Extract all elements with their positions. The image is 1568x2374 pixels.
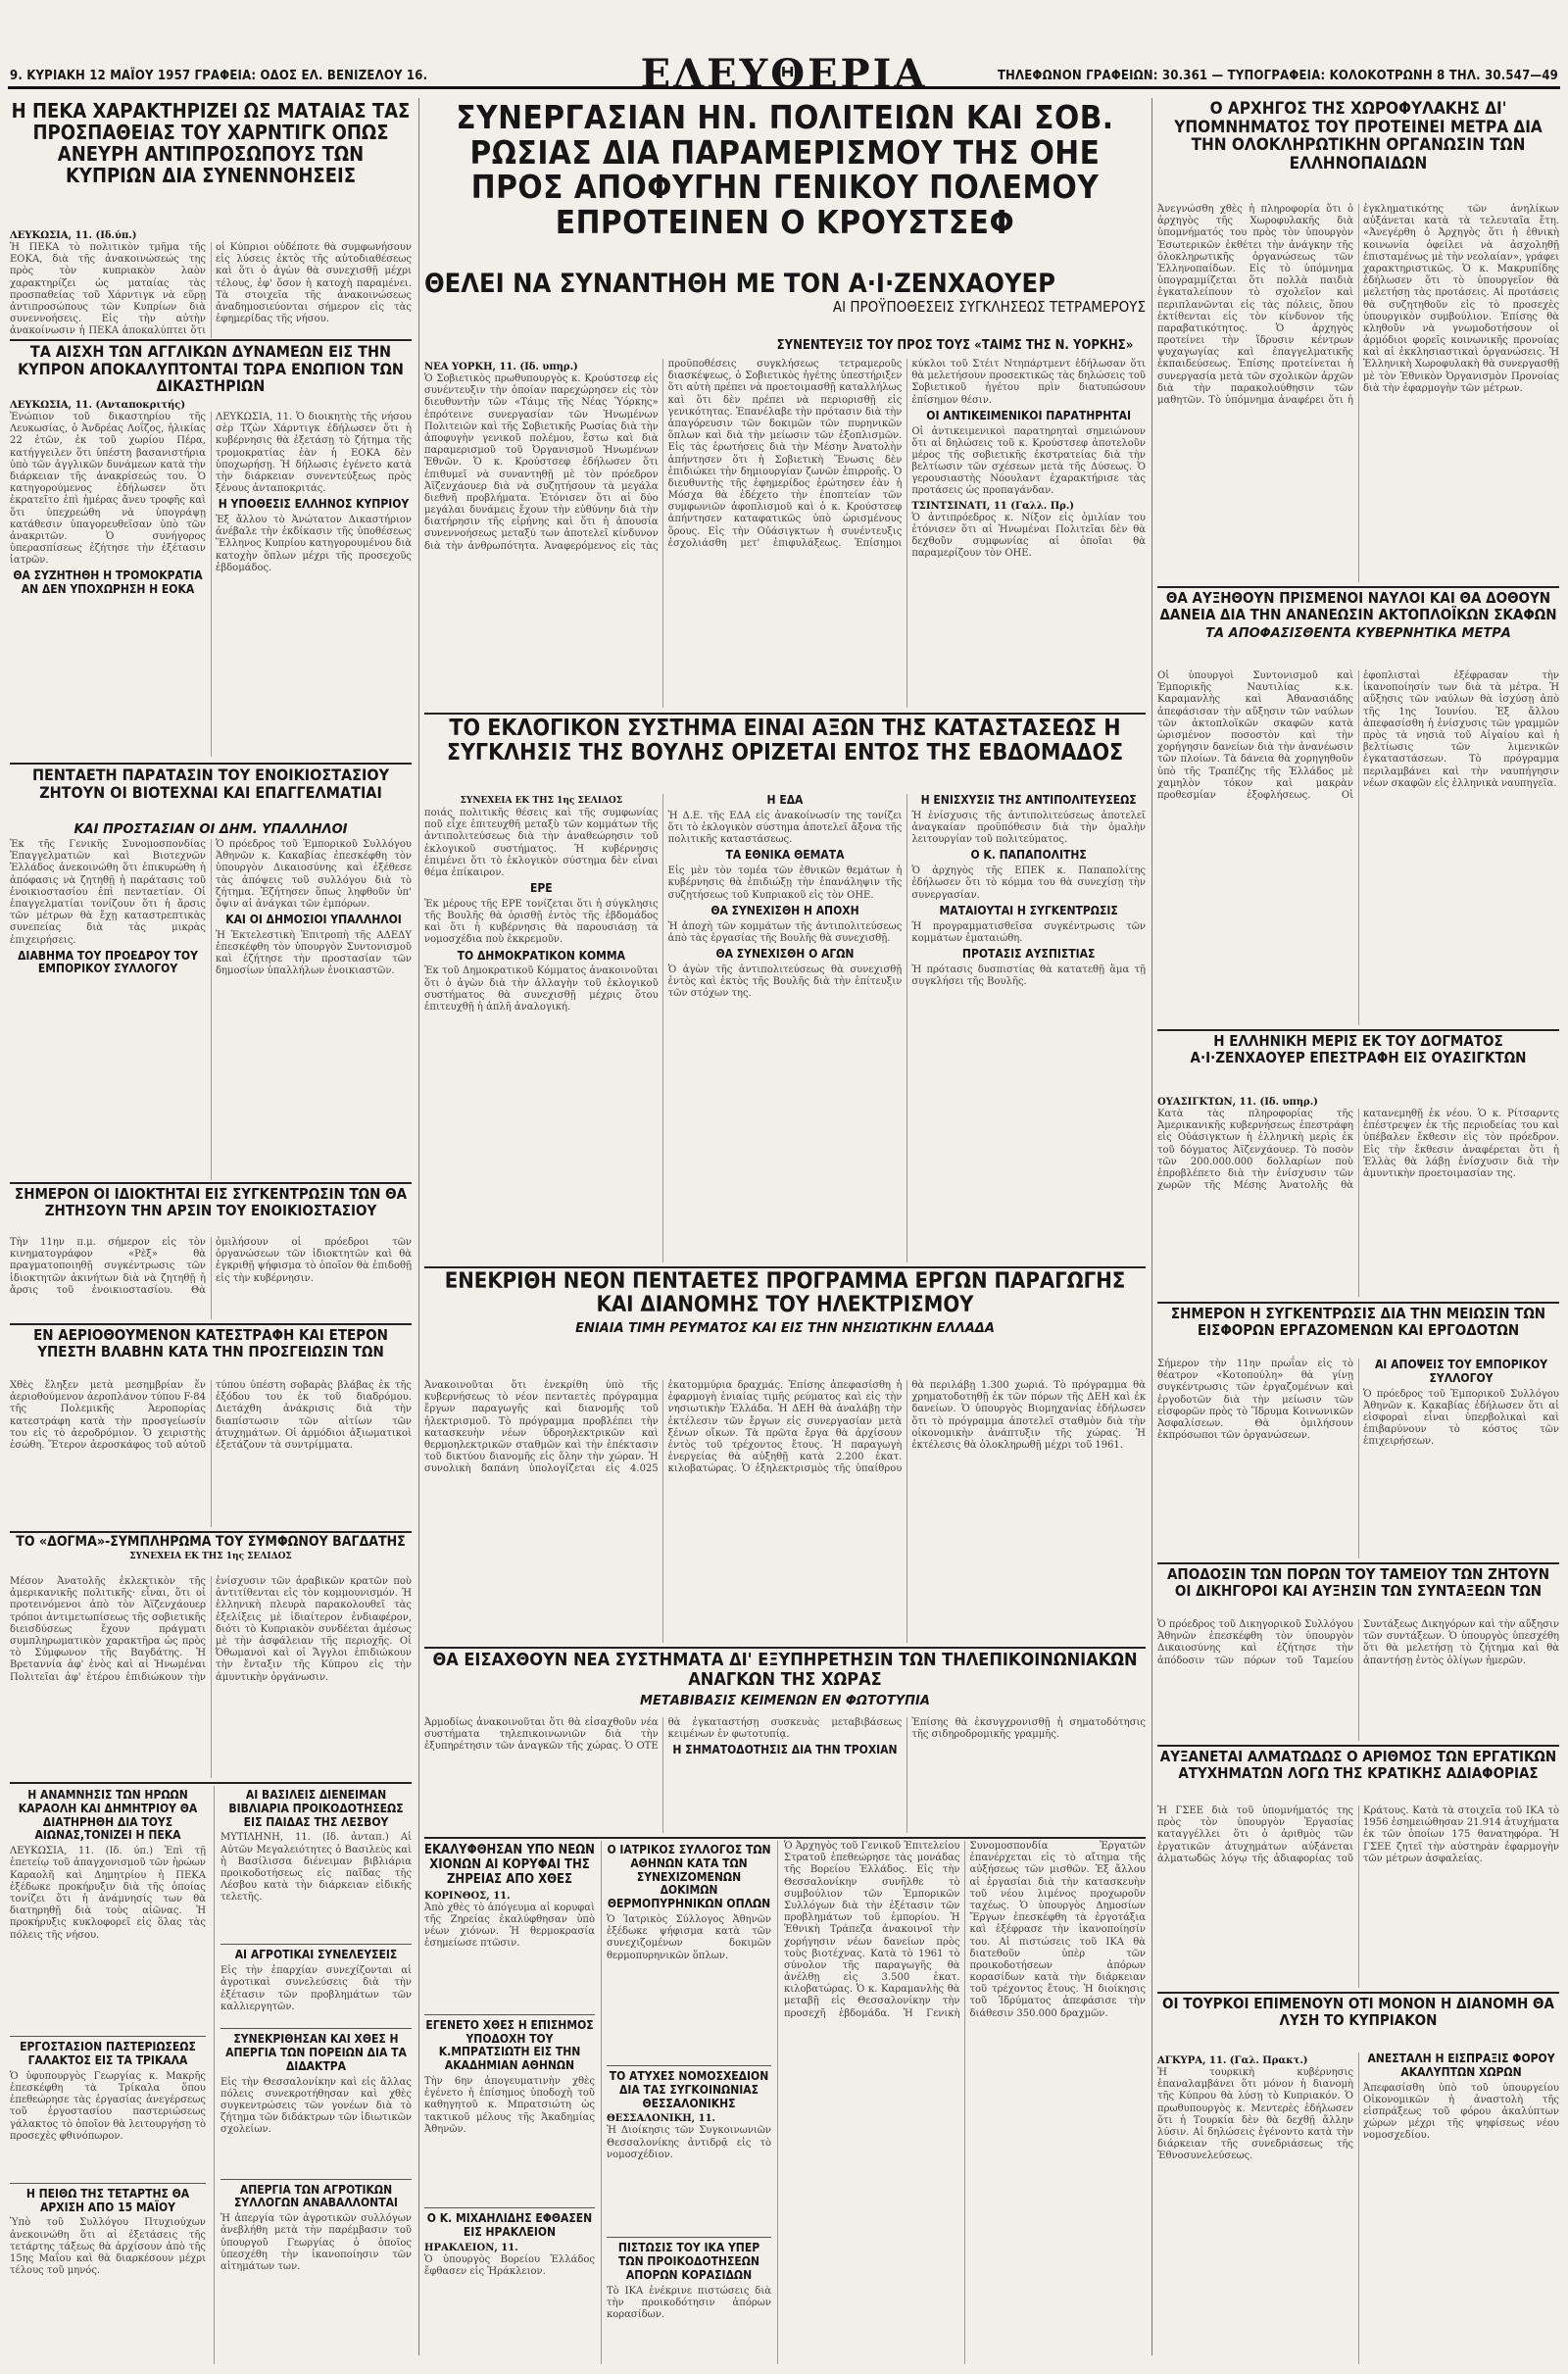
subhead: ΜΑΤΑΙΟΥΤΑΙ Η ΣΥΓΚΕΝΤΡΩΣΙΣ [939,903,1118,917]
lead-body: ΝΕΑ ΥΟΡΚΗ, 11. (Ιδ. υπηρ.) Ὁ Σοβιετικὸς πρωθυπουργὸς κ. Κρούστσεφ εἰς συνέντευξιν τὴν ὁποίαν παρεχώρησεν εἰς τὸν διευθυντὴν τῶν «Τάιμς τῆς Νέας Ὑόρκης» ἐπρότεινε συνεργασίαν τῶν Ἡνωμένων Πολιτειῶν καὶ τῆς Σοβιετικῆς Ρωσίας διὰ τὴν ἀποφυγὴν γενικοῦ πολέμου, ἔστω καὶ διὰ παραμερισμοῦ τοῦ Ὀργανισμοῦ Ἡνωμένων Ἐθνῶν. Ὁ κ. Κρούστσεφ ἐδήλωσεν ὅτι ἐπιθυμεῖ νὰ συναντηθῇ μὲ τὸν πρόεδρον Ἀϊζενχάουερ διὰ νὰ συζητήσουν τὰ μεγάλα διεθνῆ προβλήματα. Ἐτόνισεν ὅτι αἱ δύο μεγάλαι δυνάμεις ἔχουν τὴν εὐθύνην διὰ τὴν διατήρησιν τῆς εἰρήνης καὶ ὅτι ἡ ἀπουσία συνεννοήσεως μεταξύ των ἀποτελεῖ κίνδυνον διὰ τὴν ἀνθρωπότητα. Ἀναφερόμενος εἰς τὰς προϋποθέσεις συγκλήσεως τετραμεροῦς διασκέψεως, ὁ Σοβιετικὸς ἡγέτης ὑπεστήριξεν ὅτι αὐτὴ πρέπει νὰ προετοιμασθῇ καταλλήλως καὶ ὅτι δὲν πρέπει νὰ περιορισθῇ εἰς γενικότητας. Ἐπανέλαβε τὴν πρότασιν διὰ τὴν ἀπαγόρευσιν τῶν δοκιμῶν τῶν πυρηνικῶν ὅπλων καὶ διὰ τὴν μείωσιν τῶν ἐξοπλισμῶν. Εἰς τὰς ἐρωτήσεις διὰ τὴν Μέσην Ἀνατολὴν ἀπήντησεν ὅτι ἡ Σοβιετικὴ Ἕνωσις δὲν ἐπιδιώκει τὴν δημιουργίαν ζωνῶν ἐπιρροῆς. Ὁ διευθυντὴς τῆς ἐφημερίδος ἐρώτησεν ἐὰν ἡ Μόσχα θὰ ἐδέχετο τὴν ἐποπτείαν τῶν συμφωνιῶν ἀφοπλισμοῦ καὶ ὁ κ. Κρούστσεφ ἀπήντησεν καταφατικῶς ὑπὸ ὡρισμένους ὅρους. Εἰς τὴν Οὐάσιγκτων ἡ συνέντευξις ἐσχολιάσθη μετ' ἐπιφυλάξεως. Ἐπίσημοι κύκλοι τοῦ Στέιτ Ντηπάρτμεντ ἐδήλωσαν ὅτι θὰ μελετήσουν προσεκτικῶς τὰς δηλώσεις τοῦ Σοβιετικοῦ ἡγέτου πρὶν διατυπώσουν ἐπίσημον θέσιν. ΟΙ ΑΝΤΙΚΕΙΜΕΝΙΚΟΙ ΠΑΡΑΤΗΡΗΤΑΙ Οἱ ἀντικειμενικοὶ παρατηρηταὶ σημειώνουν ὅτι αἱ δηλώσεις τοῦ κ. Κρούστσεφ ἀποτελοῦν μέρος τῆς σοβιετικῆς ἐκστρατείας διὰ τὴν βελτίωσιν τῶν σχέσεων μετὰ τῆς Δύσεως. Ὁ γερουσιαστὴς Νόουλαντ ἐχαρακτήρισε τὰς προτάσεις ὡς προπαγάνδαν. ΤΣΙΝΤΣΙΝΑΤΙ, 11 (Γαλλ. Πρ.) Ὁ ἀντιπρόεδρος κ. Νίξον εἰς ὁμιλίαν του ἐτόνισεν ὅτι αἱ Ἡνωμέναι Πολιτεῖαι δὲν θὰ δεχθοῦν συμφωνίας αἱ ὁποῖαι θὰ παραμερίζουν τὸν ΟΗΕ. [424,359,1146,560]
article-aisxi-body: ΛΕΥΚΩΣΙΑ, 11. (Ανταποκριτής) Ἐνώπιον τοῦ δικαστηρίου τῆς Λευκωσίας, ὁ Ἀνδρέας Λοΐζος, ἡλικίας 22 ἐτῶν, ἐκ τοῦ χωρίου Πέρα, κατήγγειλεν ὅτι ὑπέστη βασανιστήρια ὑπὸ τῶν ἀγγλικῶν δυνάμεων κατὰ τὴν διάρκειαν τῆς ἀνακρίσεώς του. Ὁ κατηγορούμενος ἐδήλωσεν ὅτι ἐκρατεῖτο ἐπὶ ἡμέρας ἄνευ τροφῆς καὶ ὅτι ὑπεχρεώθη νὰ ὑπογράψῃ κατάθεσιν ὑπαγορευθεῖσαν ὑπὸ τῶν ἀνακριτῶν. Ὁ συνήγορος ὑπερασπίσεως ἐζήτησε τὴν ἐξέτασιν ἰατρῶν. ΘΑ ΣΥΖΗΤΗΘΗ Η ΤΡΟΜΟΚΡΑΤΙΑ ΑΝ ΔΕΝ ΥΠΟΧΩΡΗΣΗ Η ΕΟΚΑ ΛΕΥΚΩΣΙΑ, 11. Ὁ διοικητὴς τῆς νήσου σὲρ Τζὼν Χάρντιγκ ἐδήλωσεν ὅτι ἡ κυβέρνησις θὰ ἐξετάσῃ τὸ ζήτημα τῆς τρομοκρατίας ἐὰν ἡ ΕΟΚΑ δὲν ὑποχωρήσῃ. Ἡ δήλωσις ἐγένετο κατὰ τὴν διάρκειαν συνεντεύξεως πρὸς ξένους ἀνταποκριτάς. Η ΥΠΟΘΕΣΙΣ ΕΛΛΗΝΟΣ ΚΥΠΡΙΟΥ Ἐξ ἄλλου τὸ Ἀνώτατον Δικαστήριον ἀνέβαλε τὴν ἐκδίκασιν τῆς ὑποθέσεως Ἕλληνος Κυπρίου κατηγορουμένου διὰ κατοχὴν ὅπλων μέχρι τῆς προσεχοῦς ἑβδομάδος. [10,400,412,597]
section-rule [10,1182,412,1184]
article-aeriothoumeno-body: Χθὲς ἔληξεν μετὰ μεσημβρίαν ἕν ἀεριοθούμενον ἀεροπλάνον τύπου F-84 τῆς Πολεμικῆς Ἀεροπορίας κατεστράφη κατὰ τὴν προσγείωσίν του εἰς τὸ ἀεροδρόμιον. Ὁ χειριστὴς ἐσώθη. Ἕτερον ἀεροσκάφος τοῦ αὐτοῦ τύπου ὑπέστη σοβαρὰς βλάβας ἐκ τῆς ἐξόδου του ἐκ τοῦ διαδρόμου. Διετάχθη ἀνάκρισις διὰ τὴν διαπίστωσιν τῶν αἰτίων τῶν ἀτυχημάτων. Οἱ ἀρμόδιοι ἀξιωματικοὶ ἐξετάζουν τὰ συντρίμματα. [10,1380,412,1451]
article-eisfores-body: Σήμερον τὴν 11ην πρωΐαν εἰς τὸ θέατρον «Κοτοπούλη» θὰ γίνῃ συγκέντρωσις τῶν ἐργαζομένων καὶ ἐργοδοτῶν διὰ τὴν μείωσιν τῶν εἰσφορῶν πρὸς τὸ Ἵδρυμα Κοινωνικῶν Ἀσφαλίσεων. Θὰ ὁμιλήσουν ἐκπρόσωποι τῶν ὀργανώσεων. ΑΙ ΑΠΟΨΕΙΣ ΤΟΥ ΕΜΠΟΡΙΚΟΥ ΣΥΛΛΟΓΟΥ Ὁ πρόεδρος τοῦ Ἐμπορικοῦ Συλλόγου Ἀθηνῶν κ. Κακαβίας ἐδήλωσεν ὅτι αἱ εἰσφοραὶ εἶναι ὑπερβολικαὶ καὶ ἐπιβαρύνουν τὸ κόστος τῶν ἐπιχειρήσεων. [1157,1358,1559,1448]
dateline: ΑΓΚΥΡΑ, 11. (Γαλ. Πρακτ.) [1157,2055,1308,2066]
subhead: ΤΑ ΕΘΝΙΚΑ ΘΕΜΑΤΑ [725,848,845,863]
subhead: ΑΠΕΡΓΙΑ ΤΩΝ ΑΓΡΟΤΙΚΩΝ ΣΥΛΛΟΓΩΝ ΑΝΑΒΑΛΛΟΝΤΑΙ [234,2182,398,2210]
subhead: Η ΠΕΙΘΩ ΤΗΣ ΤΕΤΑΡΤΗΣ ΘΑ ΑΡΧΙΣΗ ΑΠΟ 15 ΜΑΪΟΥ [25,2186,190,2214]
article-xorofylaki-body: Ἀνεγνώσθη χθὲς ἡ πληροφορία ὅτι ὁ ἀρχηγὸς τῆς Χωροφυλακῆς διὰ ὑπομνήματός του πρὸς τὸν ὑπουργὸν Ἐσωτερικῶν ἐκθέτει τὴν ἀνάγκην τῆς ὁλοκληρωτικῆς ὀργανώσεως τῶν Ἑλληνοπαίδων. Εἰς τὸ ὑπόμνημα ὑπογραμμίζεται ὅτι πολλὰ παιδιὰ ἐγκαταλείπουν τὸ σχολεῖον καὶ περιπλανῶνται εἰς τὰς πόλεις, ὅπου ἐκτίθενται εἰς τὸν κίνδυνον τῆς παραβατικότητος. Ὁ ἀρχηγὸς προτείνει τὴν ἵδρυσιν κέντρων ψυχαγωγίας καὶ ἐπαγγελματικῆς ἐκπαιδεύσεως. Ἐπίσης προτείνεται ἡ συνεργασία μετὰ τῶν σχολικῶν ἀρχῶν διὰ τὴν παρακολούθησιν τῶν μαθητῶν. Τὸ ὑπόμνημα ἀναφέρει ὅτι ἡ ἐγκληματικότης τῶν ἀνηλίκων αὐξάνεται κατὰ τὰ τελευταῖα ἔτη. «Ἀνεγέρθη ὁ Ἀρχηγὸς ὅτι ἡ ἐθνικὴ κοινωνία ὀφείλει νὰ ἀσχοληθῇ ἐπισταμένως μὲ τὴν νεολαίαν», γράφει χαρακτηριστικῶς. Ὁ κ. Μακρυπίδης ἐδήλωσεν ὅτι τὸ ὑπουργεῖον θὰ μελετήσῃ τὰς προτάσεις. Αἱ προτάσεις θὰ συζητηθοῦν εἰς τὸ προσεχὲς ὑπουργικὸν συμβούλιον. Ἐπίσης θὰ κληθοῦν νὰ γνωμοδοτήσουν οἱ ἀρμόδιοι φορεῖς κοινωνικῆς προνοίας καὶ αἱ ἐκκλησιαστικαὶ ὀργανώσεις. Ἡ Ἑλληνικὴ Χωροφυλακὴ θὰ συνεργασθῇ μὲ τὸν Ἐθνικὸν Ὀργανισμὸν Προνοίας διὰ τὴν ἐφαρμογὴν τῶν μέτρων. [1157,204,1559,406]
subhead: ΕΡΓΟΣΤΑΣΙΟΝ ΠΑΣΤΕΡΙΩΣΕΩΣ ΓΑΛΑΚΤΟΣ ΕΙΣ ΤΑ ΤΡΙΚΑΛΑ [20,2040,196,2067]
section-rule [424,1647,1146,1649]
lead-subtitle-2: ΣΥΝΕΝΤΕΥΞΙΣ ΤΟΥ ΠΡΟΣ ΤΟΥΣ «ΤΑΙΜΣ ΤΗΣ Ν. ΥΟΡΚΗΣ» [776,338,1134,353]
headline: ΘΑ ΑΥΞΗΘΟΥΝ ΠΡΙΣΜΕΝΟΙ ΝΑΥΛΟΙ ΚΑΙ ΘΑ ΔΟΘΟΥΝ ΔΑΝΕΙΑ ΔΙΑ ΤΗΝ ΑΝΑΝΕΩΣΙΝ ΑΚΤΟΠΛΟΪΚΩΝ ΣΚΑΦΩΝ [1159,589,1557,623]
headline: Η ΑΝΑΜΝΗΣΙΣ ΤΩΝ ΗΡΩΩΝ ΚΑΡΑΟΛΗ ΚΑΙ ΔΗΜΗΤΡΙΟΥ ΘΑ ΔΙΑΤΗΡΗΘΗ ΔΙΑ ΤΟΥΣ ΑΙΩΝΑΣ,ΤΟΝΙΖΕΙ Η ΠΕΚΑ [18,1788,198,1843]
subhead: Η ΥΠΟΘΕΣΙΣ ΕΛΛΗΝΟΣ ΚΥΠΡΙΟΥ [218,497,410,512]
article-tilepikoinonies [424,1651,1146,1715]
subhead: ΑΝΕΣΤΑΛΗ Η ΕΙΣΠΡΑΞΙΣ ΦΟΡΟΥ ΑΚΑΛΥΠΤΩΝ ΧΩΡΩΝ [1367,2052,1555,2079]
dateline: ΘΕΣΣΑΛΟΝΙΚΗ, 11. [607,2113,716,2125]
section-rule [1157,1302,1559,1304]
article-enoikiostasio-body: ΚΑΙ ΠΡΟΣΤΑΣΙΑΝ ΟΙ ΔΗΜ. ΥΠΑΛΛΗΛΟΙ Ἐκ τῆς Γενικῆς Συνομοσπονδίας Ἐπαγγελματιῶν καὶ Βιοτεχνῶν Ἑλλάδος ἀνεκοινώθη ὅτι ἐπικυρώθη ἡ ἀπόφασις νὰ ζητηθῇ ἡ παράτασις τοῦ ἐνοικιοστασίου ἐπὶ πενταετίαν. Οἱ ἐπαγγελματίαι τονίζουν ὅτι ἡ ἄρσις τῶν μέτρων θὰ ἔχῃ καταστρεπτικὰς συνεπείας διὰ τὰς μικρὰς ἐπιχειρήσεις. ΔΙΑΒΗΜΑ ΤΟΥ ΠΡΟΕΔΡΟΥ ΤΟΥ ΕΜΠΟΡΙΚΟΥ ΣΥΛΛΟΓΟΥ Ὁ πρόεδρος τοῦ Ἐμπορικοῦ Συλλόγου Ἀθηνῶν κ. Κακαβίας ἐπεσκέφθη τὸν ὑπουργὸν Δικαιοσύνης καὶ ἐξέθεσε τὰς ἀπόψεις τοῦ συλλόγου διὰ τὸ ζήτημα. Ἐζήτησεν ὅπως ληφθοῦν ὑπ' ὄψιν αἱ ἀνάγκαι τῶν ἐμπόρων. ΚΑΙ ΟΙ ΔΗΜΟΣΙΟΙ ΥΠΑΛΛΗΛΟΙ Ἡ Ἐκτελεστικὴ Ἐπιτροπὴ τῆς ΑΔΕΔΥ ἐπεσκέφθη τὸν ὑπουργὸν Συντονισμοῦ καὶ ἐζήτησε τὴν προστασίαν τῶν δημοσίων ὑπαλλήλων ἐνοικιαστῶν. [10,822,412,977]
dateline: ΛΕΥΚΩΣΙΑ, 11. (Ανταποκριτής) [10,400,186,411]
subhead: Η ΕΔΑ [766,793,804,807]
article-dikigoroi [1157,1566,1559,1617]
subhead: Η ΣΗΜΑΤΟΔΟΤΗΣΙΣ ΔΙΑ ΤΗΝ ΤΡΟΧΙΑΝ [672,1743,898,1757]
section-rule [424,1266,1146,1268]
article-atyxhmata-body: Ἡ ΓΣΕΕ διὰ τοῦ ὑπομνήματός της πρὸς τὸν ὑπουργὸν Ἐργασίας καταγγέλλει ὅτι ὁ ἀριθμὸς τῶν ἐργατικῶν ἀτυχημάτων αὐξάνεται ἀλματωδῶς λόγῳ τῆς ἀδιαφορίας τοῦ Κράτους. Κατὰ τὰ στοιχεῖα τοῦ ΙΚΑ τὸ 1956 ἐσημειώθησαν 21.914 ἀτυχήματα ἐκ τῶν ὁποίων 175 θανατηφόρα. Ἡ ΓΣΕΕ ζητεῖ τὴν αὐστηρὰν ἐφαρμογὴν τῶν μέτρων ἀσφαλείας. [1157,1805,1559,1864]
dateline: ΗΡΑΚΛΕΙΟΝ, 11. [424,2242,518,2253]
subhead: ΕΡΕ [529,881,553,896]
article-elliniki-meris [1157,1033,1559,1092]
article-dogma [10,1535,412,1574]
masthead-phones: ΤΗΛΕΦΩΝΟΝ ΓΡΑΦΕΙΩΝ: 30.361 — ΤΥΠΟΓΡΑΦΕΙΑ: ΚΟΛΟΚΟΤΡΩΝΗ 8 ΤΗΛ. 30.547—49 [997,69,1558,83]
section-rule [424,713,1146,715]
dateline: ΝΕΑ ΥΟΡΚΗ, 11. (Ιδ. υπηρ.) [424,362,578,372]
article-dogma-body: Μέσον Ἀνατολῆς ἐκλεκτικὸν τῆς ἀμερικανικῆς πολιτικῆς· εἶναι, ὅτι οἱ προτεινόμενοι ἀπὸ τὸν Ἀϊζενχάουερ τρόποι ἀντιμετωπίσεως τῆς σοβιετικῆς διεισδύσεως ἔχουν πράγματι συμπληρωματικὸν χαρακτῆρα ὡς πρὸς τὸ Σύμφωνον τῆς Βαγδάτης. Ἡ Βρεταννία ἀφ' ἑνὸς καὶ αἱ Ἡνωμέναι Πολιτεῖαι ἀφ' ἑτέρου ἐπιδιώκουν τὴν ἐνίσχυσιν τῶν ἀραβικῶν κρατῶν ποὺ ἀντιτίθενται εἰς τὸν κομμουνισμόν. Ἡ ἑλληνικὴ πλευρὰ παρακολουθεῖ τὰς ἐξελίξεις μὲ ἰδιαίτερον ἐνδιαφέρον, διότι τὸ Κυπριακὸν συνδέεται ἀμέσως μὲ τὴν ἀσφάλειαν τῆς περιοχῆς. Οἱ Ὀθωμανοὶ καὶ οἱ Ἄγγλοι ἐπιδιώκουν τὴν ἔνταξιν τῆς Κύπρου εἰς τὴν ἀμυντικὴν ὀργάνωσιν. [10,1576,412,1683]
section-rule [10,1323,412,1325]
headline: ΤΟ «ΔΟΓΜΑ»-ΣΥΜΠΛΗΡΩΜΑ ΤΟΥ ΣΥΜΦΩΝΟΥ ΒΑΓΔΑΤΗΣ [16,1534,406,1550]
subhead: ΤΟ ΔΗΜΟΚΡΑΤΙΚΟΝ ΚΟΜΜΑ [457,948,625,963]
article-idioktitai-body: Τὴν 11ην π.μ. σήμερον εἰς τὸν κινηματογράφον «Ρὲξ» θὰ πραγματοποιηθῇ συγκέντρωσις τῶν ἰδιοκτητῶν ἀκινήτων διὰ νὰ ζητηθῇ ἡ ἄρσις τοῦ ἐνοικιοστασίου. Θὰ ὁμιλήσουν οἱ πρόεδροι τῶν ὀργανώσεων τῶν ἰδιοκτητῶν καὶ θὰ ἐγκριθῇ ψήφισμα τὸ ὁποῖον θὰ ἐπιδοθῇ εἰς τὴν κυβέρνησιν. [10,1237,412,1296]
subheadline: ΤΑ ΑΠΟΦΑΣΙΣΘΕΝΤΑ ΚΥΒΕΡΝΗΤΙΚΑ ΜΕΤΡΑ [1205,626,1511,641]
subhead: ΠΡΟΤΑΣΙΣ ΑΥΣΠΙΣΤΙΑΣ [961,946,1096,961]
headline: ΤΟ ΕΚΛΟΓΙΚΟΝ ΣΥΣΤΗΜΑ ΕΙΝΑΙ ΑΞΩΝ ΤΗΣ ΚΑΤΑΣΤΑΣΕΩΣ Η ΣΥΓΚΛΗΣΙΣ ΤΗΣ ΒΟΥΛΗΣ ΟΡΙΖΕΤΑΙ ΕΝΤΟΣ ΤΗΣ ΕΒΔΟΜΑΔΟΣ [446,716,1124,767]
article-nauloi [1157,590,1559,668]
newspaper-title: ΕΛΕΥΘΕΡΙΑ [640,51,928,97]
article-aeriothoumeno [10,1327,412,1378]
headline: ΕΝ ΑΕΡΙΟΘΟΥΜΕΝΟΝ ΚΑΤΕΣΤΡΑΦΗ ΚΑΙ ΕΤΕΡΟΝ ΥΠΕΣΤΗ ΒΛΑΒΗΝ ΚΑΤΑ ΤΗΝ ΠΡΟΣΓΕΙΩΣΙΝ ΤΩΝ [33,1326,388,1360]
column-rule [418,98,419,2355]
headline: ΣΗΜΕΡΟΝ Η ΣΥΓΚΕΝΤΡΩΣΙΣ ΔΙΑ ΤΗΝ ΜΕΙΩΣΙΝ ΤΩΝ ΕΙΣΦΟΡΩΝ ΕΡΓΑΖΟΜΕΝΩΝ ΚΑΙ ΕΡΓΟΔΟΤΩΝ [1170,1305,1546,1339]
masthead-rule [8,86,1560,89]
subhead: ΑΙ ΑΠΟΨΕΙΣ ΤΟΥ ΕΜΠΟΡΙΚΟΥ ΣΥΛΛΟΓΟΥ [1374,1358,1548,1385]
lead-headline-2: ΘΕΛΕΙ ΝΑ ΣΥΝΑΝΤΗΘΗ ΜΕ ΤΟΝ Α·Ι·ΖΕΝΧΑΟΥΕΡ [424,269,1055,299]
subhead: ΑΙ ΑΓΡΟΤΙΚΑΙ ΣΥΝΕΛΕΥΣΕΙΣ [234,1948,398,1962]
section-rule [10,763,412,765]
section-rule [10,1782,412,1784]
headline: ΘΑ ΕΙΣΑΧΘΟΥΝ ΝΕΑ ΣΥΣΤΗΜΑΤΑ ΔΙ' ΕΞΥΠΗΡΕΤΗΣΙΝ ΤΩΝ ΤΗΛΕΠΙΚΟΙΝΩΝΙΑΚΩΝ ΑΝΑΓΚΩΝ ΤΗΣ ΧΩΡΑΣ [432,1650,1138,1690]
article-eklogiko [424,717,1146,791]
article-center-misc: Ὁ Ἀρχηγὸς τοῦ Γενικοῦ Ἐπιτελείου Στρατοῦ ἐπεθεώρησε τὰς μονάδας τῆς Βορείου Ἑλλάδος. Εἰς τὴν Θεσσαλονίκην συνῆλθε τὸ συμβούλιον τῶν Ἐμπορικῶν Συλλόγων διὰ τὴν ἐξέτασιν τῶν προβλημάτων τοῦ ἐμπορίου. Ἡ Ἐθνικὴ Τράπεζα ἀνακοινοῖ τὴν χορήγησιν νέων δανείων πρὸς τοὺς βιοτέχνας. Κατὰ τὸ 1961 τὸ σύνολον τῆς παραγωγῆς θὰ ἀνέλθῃ εἰς 3.500 ἑκατ. κιλοβατώρας. Ὁ κ. Καραμανλὴς θὰ μεταβῇ εἰς Θεσσαλονίκην τὴν προσεχῆ ἑβδομάδα. Ἡ Γενικὴ Συνομοσπονδία Ἐργατῶν ἐπανέρχεται εἰς τὸ αἴτημα τῆς αὐξήσεως τῶν μισθῶν. Ἐξ ἄλλου αἱ ἐργασίαι διὰ τὴν κατασκευὴν τοῦ νέου λιμένος προχωροῦν ταχέως. Ὁ ὑπουργὸς Δημοσίων Ἔργων ἐπεσκέφθη τὰ ἐργοτάξια καὶ ἐξέφρασε τὴν ἱκανοποίησίν του. Αἱ πιστώσεις τοῦ ΙΚΑ θὰ διατεθοῦν ὑπὲρ τῶν προικοδοτήσεων ἀπόρων κορασίδων κατὰ τὴν διάρκειαν τοῦ τρέχοντος ἔτους. Ἡ διοίκησις τοῦ Ἱδρύματος ἀπεφάσισε τὴν διάθεσιν 350.000 δραχμῶν. [777,1841,1146,2364]
article-xiones: ΕΚΑΛΥΦΘΗΣΑΝ ΥΠΟ ΝΕΩΝ ΧΙΟΝΩΝ ΑΙ ΚΟΡΥΦΑΙ ΤΗΣ ΖΗΡΕΙΑΣ ΑΠΟ ΧΘΕΣ ΚΟΡΙΝΘΟΣ, 11. Ἀπὸ χθὲς τὸ ἀπόγευμα αἱ κορυφαὶ τῆς Ζηρείας ἐκαλύφθησαν ὑπὸ νέων χιόνων. Ἡ θερμοκρασία ἐσημείωσε πτῶσιν. ΕΓΕΝΕΤΟ ΧΘΕΣ Η ΕΠΙΣΗΜΟΣ ΥΠΟΔΟΧΗ ΤΟΥ Κ.ΜΠΡΑΤΣΙΩΤΗ ΕΙΣ ΤΗΝ ΑΚΑΔΗΜΙΑΝ ΑΘΗΝΩΝ Τὴν 6ην ἀπογευματινὴν χθὲς ἐγένετο ἡ ἐπίσημος ὑποδοχὴ τοῦ καθηγητοῦ κ. Μπρατσιώτη ὡς τακτικοῦ μέλους τῆς Ἀκαδημίας Ἀθηνῶν. Ο Κ. ΜΙΧΑΗΛΙΔΗΣ ΕΦΘΑΣΕΝ ΕΙΣ ΗΡΑΚΛΕΙΟΝ ΗΡΑΚΛΕΙΟΝ, 11. Ὁ ὑπουργὸς Βορείου Ἑλλάδος ἔφθασεν εἰς Ἡράκλειον. [424,1843,595,2277]
article-peka-body [10,227,412,337]
subhead: ΘΑ ΣΥΝΕΧΙΣΘΗ Ο ΑΓΩΝ [715,946,855,961]
article-eisfores [1157,1306,1559,1357]
headline: ΟΙ ΤΟΥΡΚΟΙ ΕΠΙΜΕΝΟΥΝ ΟΤΙ ΜΟΝΟΝ Η ΔΙΑΝΟΜΗ ΘΑ ΛΥΣΗ ΤΟ ΚΥΠΡΙΑΚΟΝ [1162,1995,1554,2029]
section-rule [10,1531,412,1533]
article-peka [10,100,412,225]
subheadline: ΚΑΙ ΠΡΟΣΤΑΣΙΑΝ ΟΙ ΔΗΜ. ΥΠΑΛΛΗΛΟΙ [74,822,348,837]
headline: Η ΠΕΚΑ ΧΑΡΑΚΤΗΡΙΖΕΙ ΩΣ ΜΑΤΑΙΑΣ ΤΑΣ ΠΡΟΣΠΑΘΕΙΑΣ ΤΟΥ ΧΑΡΝΤΙΓΚ ΟΠΩΣ ΑΝΕΥΡΗ ΑΝΤΙΠΡΟΣΩΠΟΥΣ ΤΩΝ ΚΥΠΡΙΩΝ ΔΙΑ ΣΥΝΕΝΝΟΗΣΕΙΣ [11,99,411,187]
lead-subtitle: ΑΙ ΠΡΟΫΠΟΘΕΣΕΙΣ ΣΥΓΚΛΗΣΕΩΣ ΤΕΤΡΑΜΕΡΟΥΣ [832,297,1146,316]
lead-headline-block [424,100,1146,269]
subhead: ΠΙΣΤΩΣΙΣ ΤΟΥ ΙΚΑ ΥΠΕΡ ΤΩΝ ΠΡΟΙΚΟΔΟΤΗΣΕΩΝ ΑΠΟΡΩΝ ΚΟΡΑΣΙΔΩΝ [617,2241,760,2282]
subhead: ΟΙ ΑΝΤΙΚΕΙΜΕΝΙΚΟΙ ΠΑΡΑΤΗΡΗΤΑΙ [926,408,1131,422]
article-idioktitai [10,1186,412,1235]
subhead: ΤΟ ΑΤΥΧΕΣ ΝΟΜΟΣΧΕΔΙΟΝ ΔΙΑ ΤΑΣ ΣΥΓΚΟΙΝΩΝΙΑΣ ΘΕΣΣΑΛΟΝΙΚΗΣ [609,2068,769,2110]
headline: Ο ΙΑΤΡΙΚΟΣ ΣΥΛΛΟΓΟΣ ΤΩΝ ΑΘΗΝΩΝ ΚΑΤΑ ΤΩΝ ΣΥΝΕΧΙΖΟΜΕΝΩΝ ΔΟΚΙΜΩΝ ΘΕΡΜΟΠΥΡΗΝΙΚΩΝ ΟΠΛΩΝ [607,1843,771,1911]
subhead: ΚΑΙ ΟΙ ΔΗΜΟΣΙΟΙ ΥΠΑΛΛΗΛΟΙ [225,913,402,927]
subhead: ΘΑ ΣΥΝΕΧΙΣΘΗ Η ΑΠΟΧΗ [710,903,859,917]
subheadline: ΕΝΙΑΙΑ ΤΙΜΗ ΡΕΥΜΑΤΟΣ ΚΑΙ ΕΙΣ ΤΗΝ ΝΗΣΙΩΤΙΚΗΝ ΕΛΛΑΔΑ [575,1321,995,1337]
lead-subheads [424,270,1146,338]
dateline: ΚΟΡΙΝΘΟΣ, 11. [424,1890,511,1902]
article-nauloi-body: Οἱ ὑπουργοὶ Συντονισμοῦ καὶ Ἐμπορικῆς Ναυτιλίας κ.κ. Καραμανλὴς καὶ Ἀθανασιάδης ἀπεφάσισαν τὴν αὔξησιν τῶν ναύλων τῶν ἀκτοπλοϊκῶν σκαφῶν κατὰ ὡρισμένον ποσοστὸν καὶ τὴν χορήγησιν δανείων διὰ τὴν ἀνανέωσιν τῶν πλοίων. Τὰ δάνεια θὰ χορηγηθοῦν ὑπὸ τῆς Τραπέζης τῆς Ἑλλάδος μὲ χαμηλὸν τόκον καὶ μακρὰν προθεσμίαν ἐξοφλήσεως. Οἱ ἐφοπλισταὶ ἐξέφρασαν τὴν ἱκανοποίησίν των διὰ τὰ μέτρα. Ἡ αὔξησις τῶν ναύλων θὰ ἰσχύσῃ ἀπὸ τῆς 1ης Ἰουνίου. Ἐξ ἄλλου ἀπεφασίσθη ἡ ἐνίσχυσις τῶν γραμμῶν πρὸς τὰ νησιὰ τοῦ Αἰγαίου καὶ ἡ βελτίωσις τῶν λιμενικῶν ἐγκαταστάσεων. Τὸ πρόγραμμα περιλαμβάνει καὶ τὴν ναυπήγησιν νέων σκαφῶν εἰς ἑλληνικὰ ναυπηγεῖα. [1157,670,1559,801]
subhead: Ο Κ. ΠΑΠΑΠΟΛΙΤΗΣ [970,848,1087,863]
subhead: ΘΑ ΣΥΖΗΤΗΘΗ Η ΤΡΟΜΟΚΡΑΤΙΑ ΑΝ ΔΕΝ ΥΠΟΧΩΡΗΣΗ Η ΕΟΚΑ [13,569,203,597]
subhead: Η ΕΝΙΣΧΥΣΙΣ ΤΗΣ ΑΝΤΙΠΟΛΙΤΕΥΣΕΩΣ [920,793,1137,807]
article-elliniki-meris-body: ΟΥΑΣΙΓΚΤΩΝ, 11. (Ιδ. υπηρ.) Κατὰ τὰς πληροφορίας τῆς Ἀμερικανικῆς κυβερνήσεως ἐπεστράφη εἰς Οὐάσιγκτων ἡ ἑλληνικὴ μερὶς ἐκ τοῦ δόγματος Ἀϊζενχάουερ. Τὸ ποσὸν τῶν 200.000.000 δολλαρίων ποὺ ἐπροβλέπετο διὰ τὴν ἐνίσχυσιν τῶν χωρῶν τῆς Μέσης Ἀνατολῆς θὰ κατανεμηθῇ ἐκ νέου. Ὁ κ. Ρίτσαρντς ἐπέστρεψεν ἐκ τῆς περιοδείας του καὶ ὑπέβαλεν ἔκθεσιν εἰς τὸν πρόεδρον. Εἰς τὴν ἔκθεσιν ἀναφέρεται ὅτι ἡ Ἑλλὰς θὰ λάβῃ ἐνίσχυσιν διὰ τὴν ἀμυντικὴν προετοιμασίαν της. [1157,1097,1559,1192]
article-aisxi [10,343,412,396]
section-rule [1157,1029,1559,1031]
subhead: ΔΙΑΒΗΜΑ ΤΟΥ ΠΡΟΕΔΡΟΥ ΤΟΥ ΕΜΠΟΡΙΚΟΥ ΣΥΛΛΟΓΟΥ [18,948,198,976]
section-rule [1157,586,1559,588]
headline: ΕΝΕΚΡΙΘΗ ΝΕΟΝ ΠΕΝΤΑΕΤΕΣ ΠΡΟΓΡΑΜΜΑ ΕΡΓΩΝ ΠΑΡΑΓΩΓΗΣ ΚΑΙ ΔΙΑΝΟΜΗΣ ΤΟΥ ΗΛΕΚΤΡΙΣΜΟΥ [444,1269,1126,1318]
article-anamnisis: Η ΑΝΑΜΝΗΣΙΣ ΤΩΝ ΗΡΩΩΝ ΚΑΡΑΟΛΗ ΚΑΙ ΔΗΜΗΤΡΙΟΥ ΘΑ ΔΙΑΤΗΡΗΘΗ ΔΙΑ ΤΟΥΣ ΑΙΩΝΑΣ,ΤΟΝΙΖΕΙ Η ΠΕΚΑ ΛΕΥΚΩΣΙΑ, 11. (Ιδ. ύπ.) Ἐπὶ τῇ ἐπετείῳ τοῦ ἀπαγχονισμοῦ τῶν ἡρώων Καραολῆ καὶ Δημητρίου ἡ ΠΕΚΑ ἐξέδωκε προκήρυξιν διὰ τῆς ὁποίας τονίζει ὅτι ἡ ἀνάμνησίς των θὰ διατηρηθῇ διὰ τοὺς αἰῶνας. Ἡ προκήρυξις κυκλοφορεῖ εἰς ὅλας τὰς πόλεις τῆς νήσου. ΕΡΓΟΣΤΑΣΙΟΝ ΠΑΣΤΕΡΙΩΣΕΩΣ ΓΑΛΑΚΤΟΣ ΕΙΣ ΤΑ ΤΡΙΚΑΛΑ Ὁ ὑφυπουργὸς Γεωργίας κ. Μακρῆς ἐπεσκέφθη τὰ Τρίκαλα ὅπου ἐπεθεώρησε τὰς ἐργασίας ἀνεγέρσεως τοῦ ἐργοστασίου παστεριώσεως γάλακτος τὸ ὁποῖον θὰ λειτουργήσῃ τὸ προσεχὲς φθινόπωρον. Η ΠΕΙΘΩ ΤΗΣ ΤΕΤΑΡΤΗΣ ΘΑ ΑΡΧΙΣΗ ΑΠΟ 15 ΜΑΪΟΥ Ὑπὸ τοῦ Συλλόγου Πτυχιούχων ἀνεκοινώθη ὅτι αἱ ἐξετάσεις τῆς τετάρτης τάξεως θὰ ἀρχίσουν ἀπὸ τῆς 15ης Μαΐου καὶ θὰ διαρκέσουν μέχρι τέλους τοῦ μηνός. [10,1788,206,2277]
article-enoikiostasio [10,767,412,817]
headline: ΤΑ ΑΙΣΧΗ ΤΩΝ ΑΓΓΛΙΚΩΝ ΔΥΝΑΜΕΩΝ ΕΙΣ ΤΗΝ ΚΥΠΡΟΝ ΑΠΟΚΑΛΥΠΤΟΝΤΑΙ ΤΩΡΑ ΕΝΩΠΙΟΝ ΤΩΝ ΔΙΚΑΣΤΗΡΙΩΝ [18,342,404,396]
section-rule [424,1837,1146,1839]
continuation-note: ΣΥΝΕΧΕΙΑ ΕΚ ΤΗΣ 1ης ΣΕΛΙΔΟΣ [129,1552,292,1562]
section-rule [1157,1562,1559,1564]
lead-headline: ΣΥΝΕΡΓΑΣΙΑΝ ΗΝ. ΠΟΛΙΤΕΙΩΝ ΚΑΙ ΣΟΒ. ΡΩΣΙΑΣ ΔΙΑ ΠΑΡΑΜΕΡΙΣΜΟΥ ΤΗΣ ΟΗΕ ΠΡΟΣ ΑΠΟΦΥΓΗΝ ΓΕΝΙΚΟΥ ΠΟΛΕΜΟΥ ΕΠΡΟΤΕΙΝΕΝ Ο ΚΡΟΥΣΤΣΕΦ [456,98,1114,241]
subhead: ΕΓΕΝΕΤΟ ΧΘΕΣ Η ΕΠΙΣΗΜΟΣ ΥΠΟΔΟΧΗ ΤΟΥ Κ.ΜΠΡΑΤΣΙΩΤΗ ΕΙΣ ΤΗΝ ΑΚΑΔΗΜΙΑΝ ΑΘΗΝΩΝ [425,2017,594,2073]
headline: ΑΙ ΒΑΣΙΛΕΙΣ ΔΙΕΝΕΙΜΑΝ ΒΙΒΛΙΑΡΙΑ ΠΡΟΙΚΟΔΟΤΗΣΕΩΣ ΕΙΣ ΠΑΙΔΑΣ ΤΗΣ ΛΕΣΒΟΥ [228,1788,404,1829]
article-ilektrismos-body: Ἀνακοινοῦται ὅτι ἐνεκρίθη ὑπὸ τῆς κυβερνήσεως τὸ νέον πενταετὲς πρόγραμμα ἔργων παραγωγῆς καὶ διανομῆς τοῦ ἠλεκτρισμοῦ. Τὸ πρόγραμμα προβλέπει τὴν κατασκευὴν νέων ὑδροηλεκτρικῶν καὶ θερμοηλεκτρικῶν σταθμῶν καὶ τὴν ἐπέκτασιν τοῦ δικτύου διανομῆς εἰς ὅλην τὴν χώραν. Ἡ συνολικὴ δαπάνη ὑπολογίζεται εἰς 4.025 ἑκατομμύρια δραχμάς. Ἐπίσης ἀπεφασίσθη ἡ ἐφαρμογὴ ἑνιαίας τιμῆς ρεύματος καὶ εἰς τὴν νησιωτικὴν Ἑλλάδα. Ἡ ΔΕΗ θὰ ἀναλάβῃ τὴν ἐκτέλεσιν τῶν ἔργων εἰς συνεργασίαν μετὰ ξένων οἴκων. Τὰ πρῶτα ἔργα θὰ ἀρχίσουν ἐντὸς τοῦ τρέχοντος ἔτους. Ἡ παραγωγὴ ἐνεργείας θὰ αὐξηθῇ κατὰ 2.200 ἑκατ. κιλοβατώρας. Ὁ ἐξηλεκτρισμὸς τῆς ὑπαίθρου θὰ περιλάβῃ 1.300 χωριά. Τὸ πρόγραμμα θὰ χρηματοδοτηθῇ ἐκ τῶν πόρων τῆς ΔΕΗ καὶ ἐκ δανείων. Ὁ ὑπουργὸς Βιομηχανίας ἐδήλωσεν ὅτι τὸ πρόγραμμα ἀποτελεῖ σταθμὸν διὰ τὴν οἰκονομικὴν ἀνάπτυξιν τῆς χώρας. Ἡ ἐκτέλεσις θὰ ὁλοκληρωθῇ μέχρι τοῦ 1961. [424,1380,1146,1475]
section-rule [1157,1745,1559,1747]
dateline: ΟΥΑΣΙΓΚΤΩΝ, 11. (Ιδ. υπηρ.) [1157,1097,1318,1108]
article-eklogiko-body: ΣΥΝΕΧΕΙΑ ΕΚ ΤΗΣ 1ης ΣΕΛΙΔΟΣ ποιάς πολιτικῆς θέσεις καὶ τῆς συμφωνίας ποῦ εἶχε ἐπιτευχθῆ μεταξὺ τῶν κομμάτων τῆς ἀντιπολιτεύσεως διὰ τὴν ἀναθεώρησιν τοῦ ἐκλογικοῦ συστήματος. Ἡ κυβέρνησις ἐπιμένει ὅτι τὸ ἐκλογικὸν σύστημα δὲν εἶναι θέμα ἐπίκαιρον. ΕΡΕ Ἐκ μέρους τῆς ΕΡΕ τονίζεται ὅτι ἡ σύγκλησις τῆς Βουλῆς θὰ ὁρισθῇ ἐντὸς τῆς ἑβδομάδος καὶ ὅτι ἡ κυβέρνησις θὰ παρουσιάσῃ τὰ νομοσχέδια ποὺ ἐκκρεμοῦν. ΤΟ ΔΗΜΟΚΡΑΤΙΚΟΝ ΚΟΜΜΑ Ἐκ τοῦ Δημοκρατικοῦ Κόμματος ἀνακοινοῦται ὅτι ὁ ἀγὼν διὰ τὴν ἀλλαγὴν τοῦ ἐκλογικοῦ συστήματος θὰ συνεχισθῇ μέχρις ὅτου ἐπιτευχθῇ ἡ ἀπλῆ ἀναλογική. Η ΕΔΑ Ἡ Δ.Ε. τῆς ΕΔΑ εἰς ἀνακοίνωσίν της τονίζει ὅτι τὸ ἐκλογικὸν σύστημα ἀποτελεῖ ἄξονα τῆς πολιτικῆς καταστάσεως. ΤΑ ΕΘΝΙΚΑ ΘΕΜΑΤΑ Εἰς μὲν τὸν τομέα τῶν ἐθνικῶν θεμάτων ἡ κυβέρνησις θὰ ἐπιδιώξῃ τὴν ἐπανάληψιν τῆς συζητήσεως τοῦ Κυπριακοῦ εἰς τὸν ΟΗΕ. ΘΑ ΣΥΝΕΧΙΣΘΗ Η ΑΠΟΧΗ Ἡ ἀποχὴ τῶν κομμάτων τῆς ἀντιπολιτεύσεως ἀπὸ τὰς ἐργασίας τῆς Βουλῆς θὰ συνεχισθῇ. ΘΑ ΣΥΝΕΧΙΣΘΗ Ο ΑΓΩΝ Ὁ ἀγὼν τῆς ἀντιπολιτεύσεως θὰ συνεχισθῇ ἐντὸς καὶ ἐκτὸς τῆς Βουλῆς διὰ τὴν ἐπίτευξιν τῶν στόχων της. Η ΕΝΙΣΧΥΣΙΣ ΤΗΣ ΑΝΤΙΠΟΛΙΤΕΥΣΕΩΣ Ἡ ἐνίσχυσις τῆς ἀντιπολιτεύσεως ἀποτελεῖ ἀναγκαίαν προϋπόθεσιν διὰ τὴν ὁμαλὴν λειτουργίαν τοῦ πολιτεύματος. Ο Κ. ΠΑΠΑΠΟΛΙΤΗΣ Ὁ ἀρχηγὸς τῆς ΕΠΕΚ κ. Παπαπολίτης ἐδήλωσεν ὅτι τὸ κόμμα του θὰ συνεχίσῃ τὴν συνεργασίαν. ΜΑΤΑΙΟΥΤΑΙ Η ΣΥΓΚΕΝΤΡΩΣΙΣ Ἡ προγραμματισθεῖσα συγκέντρωσις τῶν κομμάτων ἐματαιώθη. ΠΡΟΤΑΣΙΣ ΑΥΣΠΙΣΤΙΑΣ Ἡ πρότασις δυσπιστίας θὰ κατατεθῇ ἅμα τῇ συγκλήσει τῆς Βουλῆς. [424,793,1146,1014]
headline: ΠΕΝΤΑΕΤΗ ΠΑΡΑΤΑΣΙΝ ΤΟΥ ΕΝΟΙΚΙΟΣΤΑΣΙΟΥ ΖΗΤΟΥΝ ΟΙ ΒΙΟΤΕΧΝΑΙ ΚΑΙ ΕΠΑΓΓΕΛΜΑΤΙΑΙ [31,766,389,802]
article-text: Ἡ ΠΕΚΑ τὸ πολιτικὸν τμῆμα τῆς ΕΟΚΑ, διὰ τῆς ἀνακοινώσεώς της πρὸς τὸν κυπριακὸν λαὸν χαρακτηρίζει ὡς ματαίας τὰς προσπαθείας τοῦ Χάρντιγκ νὰ εὕρῃ ἀντιπροσώπους τῶν Κυπρίων διὰ συνεννοήσεις. Εἰς τὴν αὐτὴν ἀνακοίνωσιν ἡ ΠΕΚΑ ἀποκαλύπτει ὅτι οἱ Κύπριοι οὐδέποτε θὰ συμφωνήσουν εἰς λύσεις ἐκτὸς τῆς αὐτοδιαθέσεως καὶ ὅτι ὁ ἀγὼν θὰ συνεχισθῇ μέχρι τέλους, ἐφ' ὅσον ἡ κατοχὴ παραμένει. Τὰ στοιχεῖα τῆς ἀνακοινώσεως ἀναδημοσιεύονται σήμερον εἰς τὰς ἐφημερίδας τῆς νήσου. [10,242,412,337]
article-ilektrismos [424,1270,1146,1378]
continuation-note: ΣΥΝΕΧΕΙΑ ΕΚ ΤΗΣ 1ης ΣΕΛΙΔΟΣ [460,796,623,806]
article-dikigoroi-body: Ὁ πρόεδρος τοῦ Δικηγορικοῦ Συλλόγου Ἀθηνῶν ἐπεσκέφθη τὸν ὑπουργὸν Δικαιοσύνης καὶ ἐζήτησε τὴν ἀπόδοσιν τῶν πόρων τοῦ Ταμείου Συντάξεως Δικηγόρων καὶ τὴν αὔξησιν τῶν συντάξεων. Ὁ ὑπουργὸς ὑπεσχέθη ὅτι θὰ μελετήσῃ τὸ ζήτημα καὶ θὰ ἀπαντήσῃ ἐντὸς ὀλίγων ἡμερῶν. [1157,1619,1559,1666]
article-iatrikos: Ο ΙΑΤΡΙΚΟΣ ΣΥΛΛΟΓΟΣ ΤΩΝ ΑΘΗΝΩΝ ΚΑΤΑ ΤΩΝ ΣΥΝΕΧΙΖΟΜΕΝΩΝ ΔΟΚΙΜΩΝ ΘΕΡΜΟΠΥΡΗΝΙΚΩΝ ΟΠΛΩΝ Ὁ Ἰατρικὸς Σύλλογος Ἀθηνῶν ἐξέδωκε ψήφισμα κατὰ τῶν συνεχιζομένων δοκιμῶν θερμοπυρηνικῶν ὅπλων. ΤΟ ΑΤΥΧΕΣ ΝΟΜΟΣΧΕΔΙΟΝ ΔΙΑ ΤΑΣ ΣΥΓΚΟΙΝΩΝΙΑΣ ΘΕΣΣΑΛΟΝΙΚΗΣ ΘΕΣΣΑΛΟΝΙΚΗ, 11. Ἡ Διοίκησις τῶν Συγκοινωνιῶν Θεσσαλονίκης ἀντιδρᾷ εἰς τὸ νομοσχέδιον. ΠΙΣΤΩΣΙΣ ΤΟΥ ΙΚΑ ΥΠΕΡ ΤΩΝ ΠΡΟΙΚΟΔΟΤΗΣΕΩΝ ΑΠΟΡΩΝ ΚΟΡΑΣΙΔΩΝ Τὸ ΙΚΑ ἐνέκρινε πιστώσεις διὰ τὴν προικοδότησιν ἀπόρων κορασίδων. [601,1841,771,2364]
subheadline: ΜΕΤΑΒΙΒΑΣΙΣ ΚΕΙΜΕΝΩΝ ΕΝ ΦΩΤΟΤΥΠΙΑ [640,1693,930,1708]
headline: Η ΕΛΛΗΝΙΚΗ ΜΕΡΙΣ ΕΚ ΤΟΥ ΔΟΓΜΑΤΟΣ Α·Ι·ΖΕΝΧΑΟΥΕΡ ΕΠΕΣΤΡΑΦΗ ΕΙΣ ΟΥΑΣΙΓΚΤΩΝ [1190,1032,1527,1066]
article-tourkoi-body: ΑΓΚΥΡΑ, 11. (Γαλ. Πρακτ.) Ἡ τουρκικὴ κυβέρνησις ἐπαναλαμβάνει ὅτι μόνον ἡ διανομὴ τῆς Κύπρου θὰ λύσῃ τὸ Κυπριακόν. Ὁ πρωθυπουργὸς κ. Μεντερὲς ἐδήλωσεν ὅτι ἡ Τουρκία δὲν θὰ δεχθῇ ἄλλην λύσιν. Αἱ δηλώσεις ἐγένοντο κατὰ τὴν διάρκειαν τῆς συνεδριάσεως τῆς Ἐθνοσυνελεύσεως. ΑΝΕΣΤΑΛΗ Η ΕΙΣΠΡΑΞΙΣ ΦΟΡΟΥ ΑΚΑΛΥΠΤΩΝ ΧΩΡΩΝ Ἀπεφασίσθη ὑπὸ τοῦ ὑπουργείου Οἰκονομικῶν ἡ ἀναστολὴ τῆς εἰσπράξεως τοῦ φόρου ἀκαλύπτων χώρων μέχρι τῆς ψηφίσεως νέου νομοσχεδίου. [1157,2052,1559,2162]
dateline: ΤΣΙΝΤΣΙΝΑΤΙ, 11 (Γαλλ. Πρ.) [911,500,1075,512]
masthead-date-address: 9. ΚΥΡΙΑΚΗ 12 ΜΑΪΟΥ 1957 ΓΡΑΦΕΙΑ: ΟΔΟΣ ΕΛ. ΒΕΝΙΖΕΛΟΥ 16. [10,69,428,83]
article-atyxhmata [1157,1749,1559,1804]
article-tourkoi [1157,1996,1559,2051]
subhead: ΣΥΝΕΚΡΙΘΗΣΑΝ ΚΑΙ ΧΘΕΣ Η ΑΠΕΡΓΙΑ ΤΩΝ ΠΟΡΕΙΩΝ ΔΙΑ ΤΑ ΔΙΔΑΚΤΡΑ [225,2032,407,2073]
headline: ΑΥΞΑΝΕΤΑΙ ΑΛΜΑΤΩΔΩΣ Ο ΑΡΙΘΜΟΣ ΤΩΝ ΕΡΓΑΤΙΚΩΝ ΑΤΥΧΗΜΑΤΩΝ ΛΟΓΩ ΤΗΣ ΚΡΑΤΙΚΗΣ ΑΔΙΑΦΟΡΙΑΣ [1159,1748,1557,1782]
headline: ΑΠΟΔΟΣΙΝ ΤΩΝ ΠΟΡΩΝ ΤΟΥ ΤΑΜΕΙΟΥ ΤΩΝ ΖΗΤΟΥΝ ΟΙ ΔΙΚΗΓΟΡΟΙ ΚΑΙ ΑΥΞΗΣΙΝ ΤΩΝ ΣΥΝΤΑΞΕΩΝ ΤΩΝ [1166,1565,1549,1600]
article-tilepikoinonies-body: Ἀρμοδίως ἀνακοινοῦται ὅτι θὰ εἰσαχθοῦν νέα συστήματα τηλεπικοινωνιῶν διὰ τὴν ἐξυπηρέτησιν τῶν ἀναγκῶν τῆς χώρας. Ὁ ΟΤΕ θὰ ἐγκαταστήσῃ συσκευὰς μεταβιβάσεως κειμένων ἐν φωτοτυπίᾳ. Η ΣΗΜΑΤΟΔΟΤΗΣΙΣ ΔΙΑ ΤΗΝ ΤΡΟΧΙΑΝ Ἐπίσης θὰ ἐκσυγχρονισθῇ ἡ σηματοδότησις τῆς σιδηροδρομικῆς γραμμῆς. [424,1717,1146,1757]
headline: Ο ΑΡΧΗΓΟΣ ΤΗΣ ΧΩΡΟΦΥΛΑΚΗΣ ΔΙ' ΥΠΟΜΝΗΜΑΤΟΣ ΤΟΥ ΠΡΟΤΕΙΝΕΙ ΜΕΤΡΑ ΔΙΑ ΤΗΝ ΟΛΟΚΛΗΡΩΤΙΚΗΝ ΟΡΓΑΝΩΣΙΝ ΤΩΝ ΕΛΛΗΝΟΠΑΙΔΩΝ [1174,99,1543,174]
dateline: ΛΕΥΚΩΣΙΑ, 11. (Ιδ.ύπ.) [10,230,137,241]
section-rule [10,339,412,341]
article-xorofylaki [1157,100,1559,202]
article-vasileis: ΑΙ ΒΑΣΙΛΕΙΣ ΔΙΕΝΕΙΜΑΝ ΒΙΒΛΙΑΡΙΑ ΠΡΟΙΚΟΔΟΤΗΣΕΩΣ ΕΙΣ ΠΑΙΔΑΣ ΤΗΣ ΛΕΣΒΟΥ ΜΥΤΙΛΗΝΗ, 11. (Ιδ. ἀνταπ.) Αἱ Αὐτῶν Μεγαλειότητες ὁ Βασιλεὺς καὶ ἡ Βασίλισσα διένειμαν βιβλιάρια προικοδοτήσεως εἰς παῖδας τῆς Λέσβου κατὰ τὴν διάρκειαν εἰδικῆς τελετῆς. ΑΙ ΑΓΡΟΤΙΚΑΙ ΣΥΝΕΛΕΥΣΕΙΣ Εἰς τὴν ἐπαρχίαν συνεχίζονται αἱ ἀγροτικαὶ συνελεύσεις διὰ τὴν ἐξέτασιν τῶν προβλημάτων τῶν καλλιεργητῶν. ΣΥΝΕΚΡΙΘΗΣΑΝ ΚΑΙ ΧΘΕΣ Η ΑΠΕΡΓΙΑ ΤΩΝ ΠΟΡΕΙΩΝ ΔΙΑ ΤΑ ΔΙΔΑΚΤΡΑ Εἰς τὴν Θεσσαλονίκην καὶ εἰς ἄλλας πόλεις συνεκροτήθησαν καὶ χθὲς συγκεντρώσεις τῶν γονέων διὰ τὸ ζήτημα τῶν διδάκτρων τῶν ἰδιωτικῶν σχολείων. ΑΠΕΡΓΙΑ ΤΩΝ ΑΓΡΟΤΙΚΩΝ ΣΥΛΛΟΓΩΝ ΑΝΑΒΑΛΛΟΝΤΑΙ Ἡ ἀπεργία τῶν ἀγροτικῶν συλλόγων ἀνεβλήθη μετὰ τὴν παρέμβασιν τοῦ ὑπουργοῦ Γεωργίας ὁ ὁποῖος ὑπεσχέθη τὴν ἱκανοποίησιν τῶν αἰτημάτων των. [214,1786,412,2364]
section-rule [1157,1992,1559,1994]
subhead: Ο Κ. ΜΙΧΑΗΛΙΔΗΣ ΕΦΘΑΣΕΝ ΕΙΣ ΗΡΑΚΛΕΙΟΝ [426,2211,593,2239]
headline: ΣΗΜΕΡΟΝ ΟΙ ΙΔΙΟΚΤΗΤΑΙ ΕΙΣ ΣΥΓΚΕΝΤΡΩΣΙΝ ΤΩΝ ΘΑ ΖΗΤΗΣΟΥΝ ΤΗΝ ΑΡΣΙΝ ΤΟΥ ΕΝΟΙΚΙΟΣΤΑΣΙΟΥ [14,1185,408,1219]
headline: ΕΚΑΛΥΦΘΗΣΑΝ ΥΠΟ ΝΕΩΝ ΧΙΟΝΩΝ ΑΙ ΚΟΡΥΦΑΙ ΤΗΣ ΖΗΡΕΙΑΣ ΑΠΟ ΧΘΕΣ [424,1843,595,1887]
